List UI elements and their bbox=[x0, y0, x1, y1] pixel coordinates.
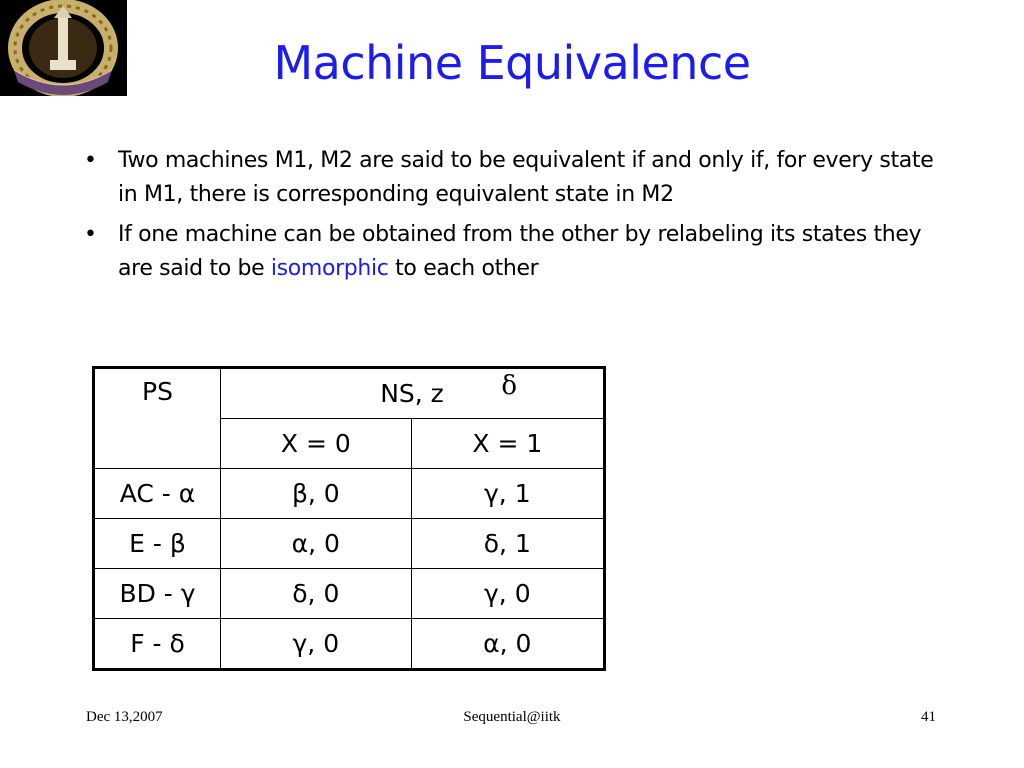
x0-cell: δ, 0 bbox=[221, 569, 412, 619]
bullet-text-tail: to each other bbox=[388, 256, 539, 281]
footer-center: Sequential@iitk bbox=[463, 709, 561, 725]
ns-header bbox=[221, 368, 605, 419]
ps-cell: AC - α bbox=[94, 469, 221, 519]
footer-page-number: 41 bbox=[921, 709, 936, 725]
x1-cell: γ, 0 bbox=[411, 569, 604, 619]
x1-cell: α, 0 bbox=[411, 619, 604, 670]
x1-cell: γ, 1 bbox=[411, 469, 604, 519]
bullet-text: Two machines M1, M2 are said to be equivalent if and only if, for every state in M1, there is corresponding equivalent state in M2 bbox=[118, 148, 934, 207]
table-row bbox=[94, 469, 605, 519]
x0-cell: β, 0 bbox=[221, 469, 412, 519]
state-table bbox=[92, 366, 606, 671]
x1-header: X = 1 bbox=[411, 419, 604, 469]
ps-cell: BD - γ bbox=[94, 569, 221, 619]
bullet-text: If one machine can be obtained from the other by relabeling its states they are said to be bbox=[118, 222, 922, 281]
x0-cell: γ, 0 bbox=[221, 619, 412, 670]
table-header-row bbox=[94, 368, 605, 419]
ps-cell: E - β bbox=[94, 519, 221, 569]
bullet-item bbox=[84, 218, 934, 286]
x0-header: X = 0 bbox=[221, 419, 412, 469]
x0-cell: α, 0 bbox=[221, 519, 412, 569]
x1-cell: δ, 1 bbox=[411, 519, 604, 569]
bullet-marker: • bbox=[84, 222, 97, 247]
ps-cell: F - δ bbox=[94, 619, 221, 670]
isomorphic-term: isomorphic bbox=[270, 256, 389, 281]
slide-title: Machine Equivalence bbox=[273, 36, 751, 90]
ns-header-label: NS, z bbox=[380, 379, 444, 408]
bullet-list bbox=[84, 144, 934, 292]
table-row bbox=[94, 569, 605, 619]
bullet-item bbox=[84, 144, 934, 212]
table-row bbox=[94, 619, 605, 670]
delta-mark: δ bbox=[501, 371, 517, 401]
table-row bbox=[94, 519, 605, 569]
ps-header: PS bbox=[94, 368, 221, 469]
footer-date: Dec 13,2007 bbox=[86, 709, 163, 725]
bullet-marker: • bbox=[84, 148, 97, 173]
